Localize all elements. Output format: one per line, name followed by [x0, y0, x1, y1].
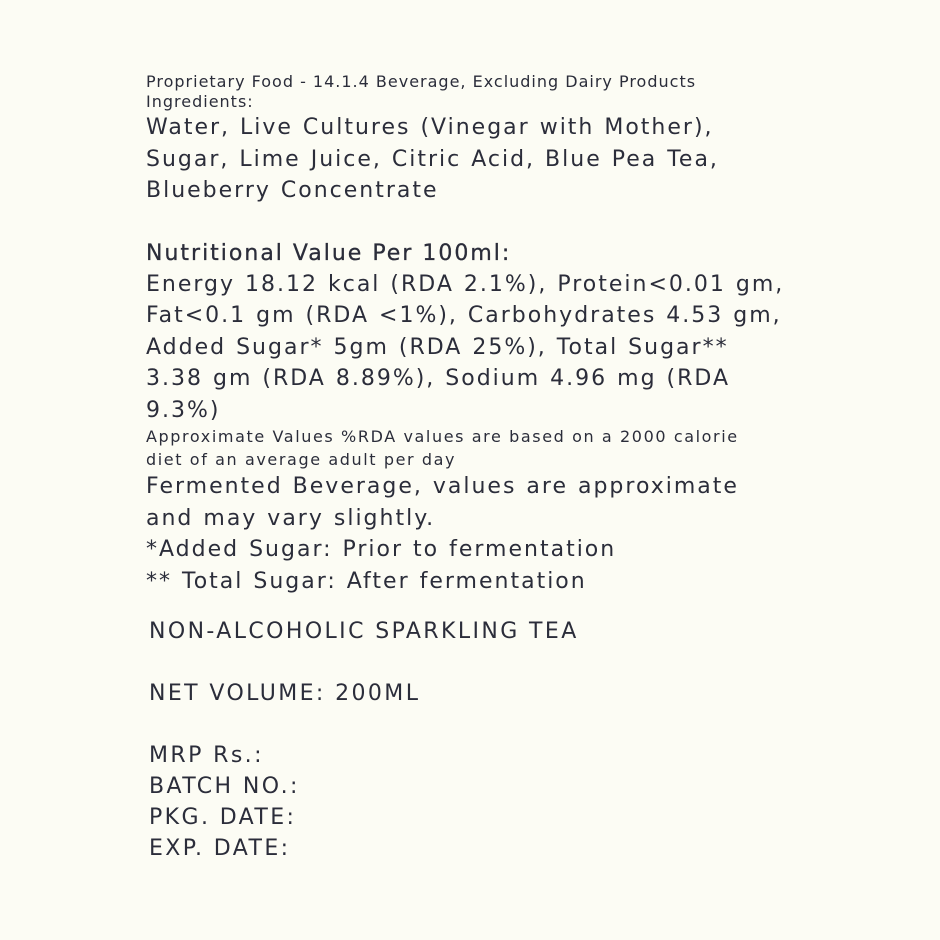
disclaimer-line: ** Total Sugar: After fermentation [146, 568, 587, 594]
disclaimer-line: *Added Sugar: Prior to fermentation [146, 537, 617, 562]
nutrition-line: Energy 18.12 kcal (RDA 2.1%), Protein<0.01 gm, [146, 271, 785, 297]
nutrition-line: 9.3%) [146, 397, 221, 423]
disclaimer-line: Fermented Beverage, values are approximate [146, 474, 739, 499]
food-category: Proprietary Food - 14.1.4 Beverage, Excluding Dairy Products [146, 72, 697, 91]
nutrition-line: 3.38 gm (RDA 8.89%), Sodium 4.96 mg (RDA [146, 366, 730, 391]
rda-note [146, 426, 826, 471]
product-type: NON-ALCOHOLIC SPARKLING TEA [149, 619, 579, 644]
batch-info-fields [149, 740, 300, 864]
expiry-date-field: EXP. DATE: [149, 836, 291, 861]
disclaimer-line: and may vary slightly. [146, 505, 436, 531]
nutrition-heading: Nutritional Value Per 100ml: [146, 240, 512, 266]
batch-number-field: BATCH NO.: [149, 774, 300, 799]
ingredients-list [146, 112, 826, 207]
nutrition-line: Fat<0.1 gm (RDA <1%), Carbohydrates 4.53 gm, [146, 303, 782, 328]
ingredients-line: Sugar, Lime Juice, Citric Acid, Blue Pea Tea, [146, 146, 719, 172]
rda-note-line: diet of an average adult per day [146, 449, 457, 469]
nutrition-line: Added Sugar* 5gm (RDA 25%), Total Sugar** [146, 334, 729, 360]
product-label [146, 72, 826, 597]
rda-note-line: Approximate Values %RDA values are based on a 2000 calorie [146, 427, 739, 446]
mrp-field: MRP Rs.: [149, 743, 264, 768]
ingredients-line: Water, Live Cultures (Vinegar with Mother), [146, 115, 714, 140]
net-volume: NET VOLUME: 200ML [149, 681, 421, 706]
fermentation-disclaimer [146, 471, 826, 597]
nutrition-values [146, 269, 826, 427]
ingredients-heading: Ingredients: [146, 92, 254, 111]
ingredients-line: Blueberry Concentrate [146, 178, 439, 203]
packaging-date-field: PKG. DATE: [149, 805, 297, 830]
